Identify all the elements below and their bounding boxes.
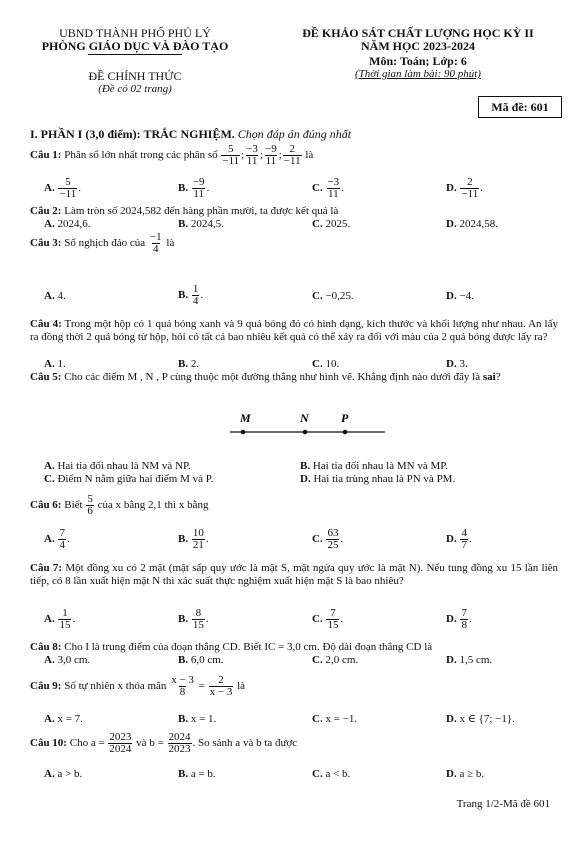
q7-option-b[interactable]: B. $\frac{8}{15}$ .	[178, 607, 209, 631]
q1-tail: là	[305, 149, 314, 162]
q10-label: Câu 10:	[30, 737, 67, 750]
q7-label: Câu 7:	[30, 562, 63, 574]
q10-option-d[interactable]: D. a ≥ b.	[446, 768, 485, 780]
q10-pre: Cho	[69, 737, 89, 750]
header-left-pages: (Đề có 02 trang)	[98, 83, 172, 95]
q9-tail: là	[237, 680, 246, 693]
q8-option-d[interactable]: D. 1,5 cm.	[446, 654, 493, 666]
q7-option-c[interactable]: C. $\frac{7}{15}$ .	[312, 607, 344, 631]
point-m-dot	[241, 430, 246, 435]
question-6	[30, 494, 208, 517]
part1-heading	[30, 127, 351, 142]
q6-label: Câu 6:	[30, 499, 62, 512]
header-right-title: ĐỀ KHẢO SÁT CHẤT LƯỢNG HỌC KỲ II	[302, 26, 534, 40]
q5-text: Cho các điểm M , N , P cùng thuộc một đường thẳng như hình vẽ. Khẳng định nào dưới đây là	[64, 371, 481, 383]
q7-option-d[interactable]: D. $\frac{7}{8}$ .	[446, 607, 472, 631]
q9-equals: =	[198, 680, 205, 693]
q8-option-c[interactable]: C. 2,0 cm.	[312, 654, 359, 666]
question-8	[30, 641, 432, 654]
q5-option-c[interactable]: C. Điểm N nằm giữa hai điểm M và P.	[44, 473, 214, 485]
q5-tail: ?	[495, 371, 501, 383]
q4-option-b[interactable]: B. 2.	[178, 358, 200, 370]
question-1: Câu 1: Phân số lớn nhất trong các phân số $\frac{5}{-11}$ ; $\frac{-3}{11}$ ; $\frac{-9}{11}$ ; $\frac{2}{-11}$ là	[30, 143, 314, 167]
q3-option-b[interactable]: B. $\frac{1}{4}$ .	[178, 283, 204, 307]
q1-option-c[interactable]: C. $\frac{-3}{11}$ .	[312, 176, 344, 200]
q10-b: b =	[149, 737, 164, 750]
q2-label: Câu 2:	[30, 205, 62, 217]
q9-option-b[interactable]: B. x = 1.	[178, 713, 217, 725]
q6-pre: Biết	[64, 499, 83, 512]
q10-and: và	[136, 737, 147, 750]
q7-option-a[interactable]: A. $\frac{1}{15}$ .	[44, 607, 76, 631]
q5-option-b[interactable]: B. Hai tia đối nhau là MN và MP.	[300, 460, 448, 472]
q9-frac-right: $\frac{2}{x - 3}$	[209, 674, 233, 698]
question-5	[30, 371, 558, 384]
part1-instruction: Chọn đáp án đúng nhất	[237, 127, 352, 141]
question-7	[30, 562, 558, 588]
q1-frac-4: $\frac{2}{-11}$	[283, 143, 301, 167]
q3-option-c[interactable]: C. −0,25.	[312, 290, 354, 302]
point-p-label: P	[341, 411, 349, 425]
header-left-official: ĐỀ CHÍNH THỨC	[88, 69, 182, 83]
q3-tail: là	[166, 237, 175, 250]
q3-text: Số nghịch đảo của	[64, 237, 146, 250]
header-right-time: (Thời gian làm bài: 90 phút)	[355, 68, 481, 80]
q1-text: Phân số lớn nhất trong các phân số	[64, 149, 218, 162]
q1-option-d[interactable]: D. $\frac{2}{-11}$ .	[446, 176, 483, 200]
q3-frac: $\frac{-1}{4}$	[149, 231, 162, 255]
q8-label: Câu 8:	[30, 641, 62, 653]
question-10	[30, 732, 297, 755]
q4-option-d[interactable]: D. 3.	[446, 358, 468, 370]
q1-frac-2: $\frac{-3}{11}$	[246, 143, 258, 167]
q4-option-a[interactable]: A. 1.	[44, 358, 66, 370]
q8-text: Cho I là trung điểm của đoạn thẳng CD. Biết IC = 3,0 cm. Độ dài đoạn thẳng CD là	[64, 641, 433, 653]
q2-option-b[interactable]: B. 2024,5.	[178, 218, 224, 230]
question-4	[30, 318, 558, 344]
point-n-label: N	[300, 411, 309, 425]
q8-option-b[interactable]: B. 6,0 cm.	[178, 654, 224, 666]
q6-option-c[interactable]: C. $\frac{63}{25}$ .	[312, 527, 344, 551]
header-right-subject: Môn: Toán; Lớp: 6	[369, 54, 467, 68]
point-m-label: M	[240, 411, 251, 425]
q9-option-d[interactable]: D. x ∈ {7; −1}.	[446, 713, 515, 725]
q2-option-a[interactable]: A. 2024,6.	[44, 218, 91, 230]
q7-text: Một đồng xu có 2 mặt (mặt sấp quy ước là mặt S, mặt ngửa quy ước là mặt N). Nếu tung đồng xu 15 lần liên tiếp, có 8 lần xuất hiện mặt N thì xác suất thực nghiệm xuất hiện mặt S là bao nhiêu?	[30, 562, 559, 587]
q10-frac-b: $\frac{2024}{2023}$	[168, 731, 191, 755]
q1-frac-3: $\frac{-9}{11}$	[265, 143, 277, 167]
q5-label: Câu 5:	[30, 371, 62, 383]
q5-option-d[interactable]: D. Hai tia trùng nhau là PN và PM.	[300, 473, 456, 485]
question-9	[30, 675, 245, 698]
q5-bold-word: sai	[482, 371, 496, 383]
q10-option-b[interactable]: B. a = b.	[178, 768, 216, 780]
q10-text: . So sánh a và b ta được	[192, 737, 298, 750]
q2-option-c[interactable]: C. 2025.	[312, 218, 351, 230]
q9-text: Số tự nhiên x thỏa mãn	[64, 680, 167, 693]
q6-frac: $\frac{5}{6}$	[87, 493, 93, 517]
header-right-year: NĂM HỌC 2023-2024	[361, 39, 475, 53]
q1-option-b[interactable]: B. $\frac{-9}{11}$ .	[178, 176, 210, 200]
q6-option-a[interactable]: A. $\frac{7}{4}$ .	[44, 527, 70, 551]
q1-option-a[interactable]: A. $\frac{5}{-11}$ .	[44, 176, 81, 200]
q3-option-d[interactable]: D. −4.	[446, 290, 474, 302]
q9-option-c[interactable]: C. x = −1.	[312, 713, 358, 725]
q10-option-a[interactable]: A. a > b.	[44, 768, 83, 780]
page-footer: Trang 1/2-Mã đề 601	[456, 798, 550, 810]
q4-label: Câu 4:	[30, 318, 62, 330]
q8-option-a[interactable]: A. 3,0 cm.	[44, 654, 91, 666]
header-left-underline	[88, 54, 182, 55]
q4-option-c[interactable]: C. 10.	[312, 358, 340, 370]
q1-label: Câu 1:	[30, 149, 62, 162]
q1-frac-1: $\frac{5}{-11}$	[222, 143, 240, 167]
q9-label: Câu 9:	[30, 680, 62, 693]
q3-label: Câu 3:	[30, 237, 62, 250]
q10-a: a =	[90, 737, 105, 750]
header-left-line1: UBND THÀNH PHỐ PHỦ LÝ	[59, 26, 211, 40]
q2-option-d[interactable]: D. 2024,58.	[446, 218, 498, 230]
q2-text: Làm tròn số 2024,582 đến hàng phần mười, ta được kết quả là	[64, 205, 339, 217]
q10-option-c[interactable]: C. a < b.	[312, 768, 351, 780]
exam-code-box: Mã đề: 601	[478, 96, 562, 118]
q4-text: Trong một hộp có 1 quả bóng xanh và 9 quả bóng đỏ có hình dạng, kích thước và khối lượng như nhau. An lấy ra đồng thời 2 quả bóng từ hộp, hỏi có tất cả bao nhiêu kết quả có thể xảy ra đối với màu của 2 quả bóng được lấy ra?	[30, 318, 558, 343]
header-left-line2: PHÒNG GIÁO DỤC VÀ ĐÀO TẠO	[41, 39, 229, 53]
question-3	[30, 232, 174, 255]
q9-frac-left: $\frac{x - 3}{8}$	[171, 674, 194, 698]
q6-text: của x bằng 2,1 thì x bằng	[97, 499, 209, 512]
question-2	[30, 205, 338, 218]
q9-option-a[interactable]: A. x = 7.	[44, 713, 83, 725]
q6-option-b[interactable]: B. $\frac{10}{21}$ .	[178, 527, 209, 551]
q10-frac-a: $\frac{2023}{2024}$	[109, 731, 132, 755]
q3-option-a[interactable]: A. 4.	[44, 290, 66, 302]
q5-option-a[interactable]: A. Hai tia đối nhau là NM và NP.	[44, 460, 191, 472]
line-mnp-figure	[220, 406, 390, 440]
point-p-dot	[343, 430, 348, 435]
part1-title: I. PHẦN I (3,0 điểm): TRẮC NGHIỆM.	[30, 127, 235, 141]
q6-option-d[interactable]: D. $\frac{4}{7}$ .	[446, 527, 472, 551]
point-n-dot	[303, 430, 308, 435]
